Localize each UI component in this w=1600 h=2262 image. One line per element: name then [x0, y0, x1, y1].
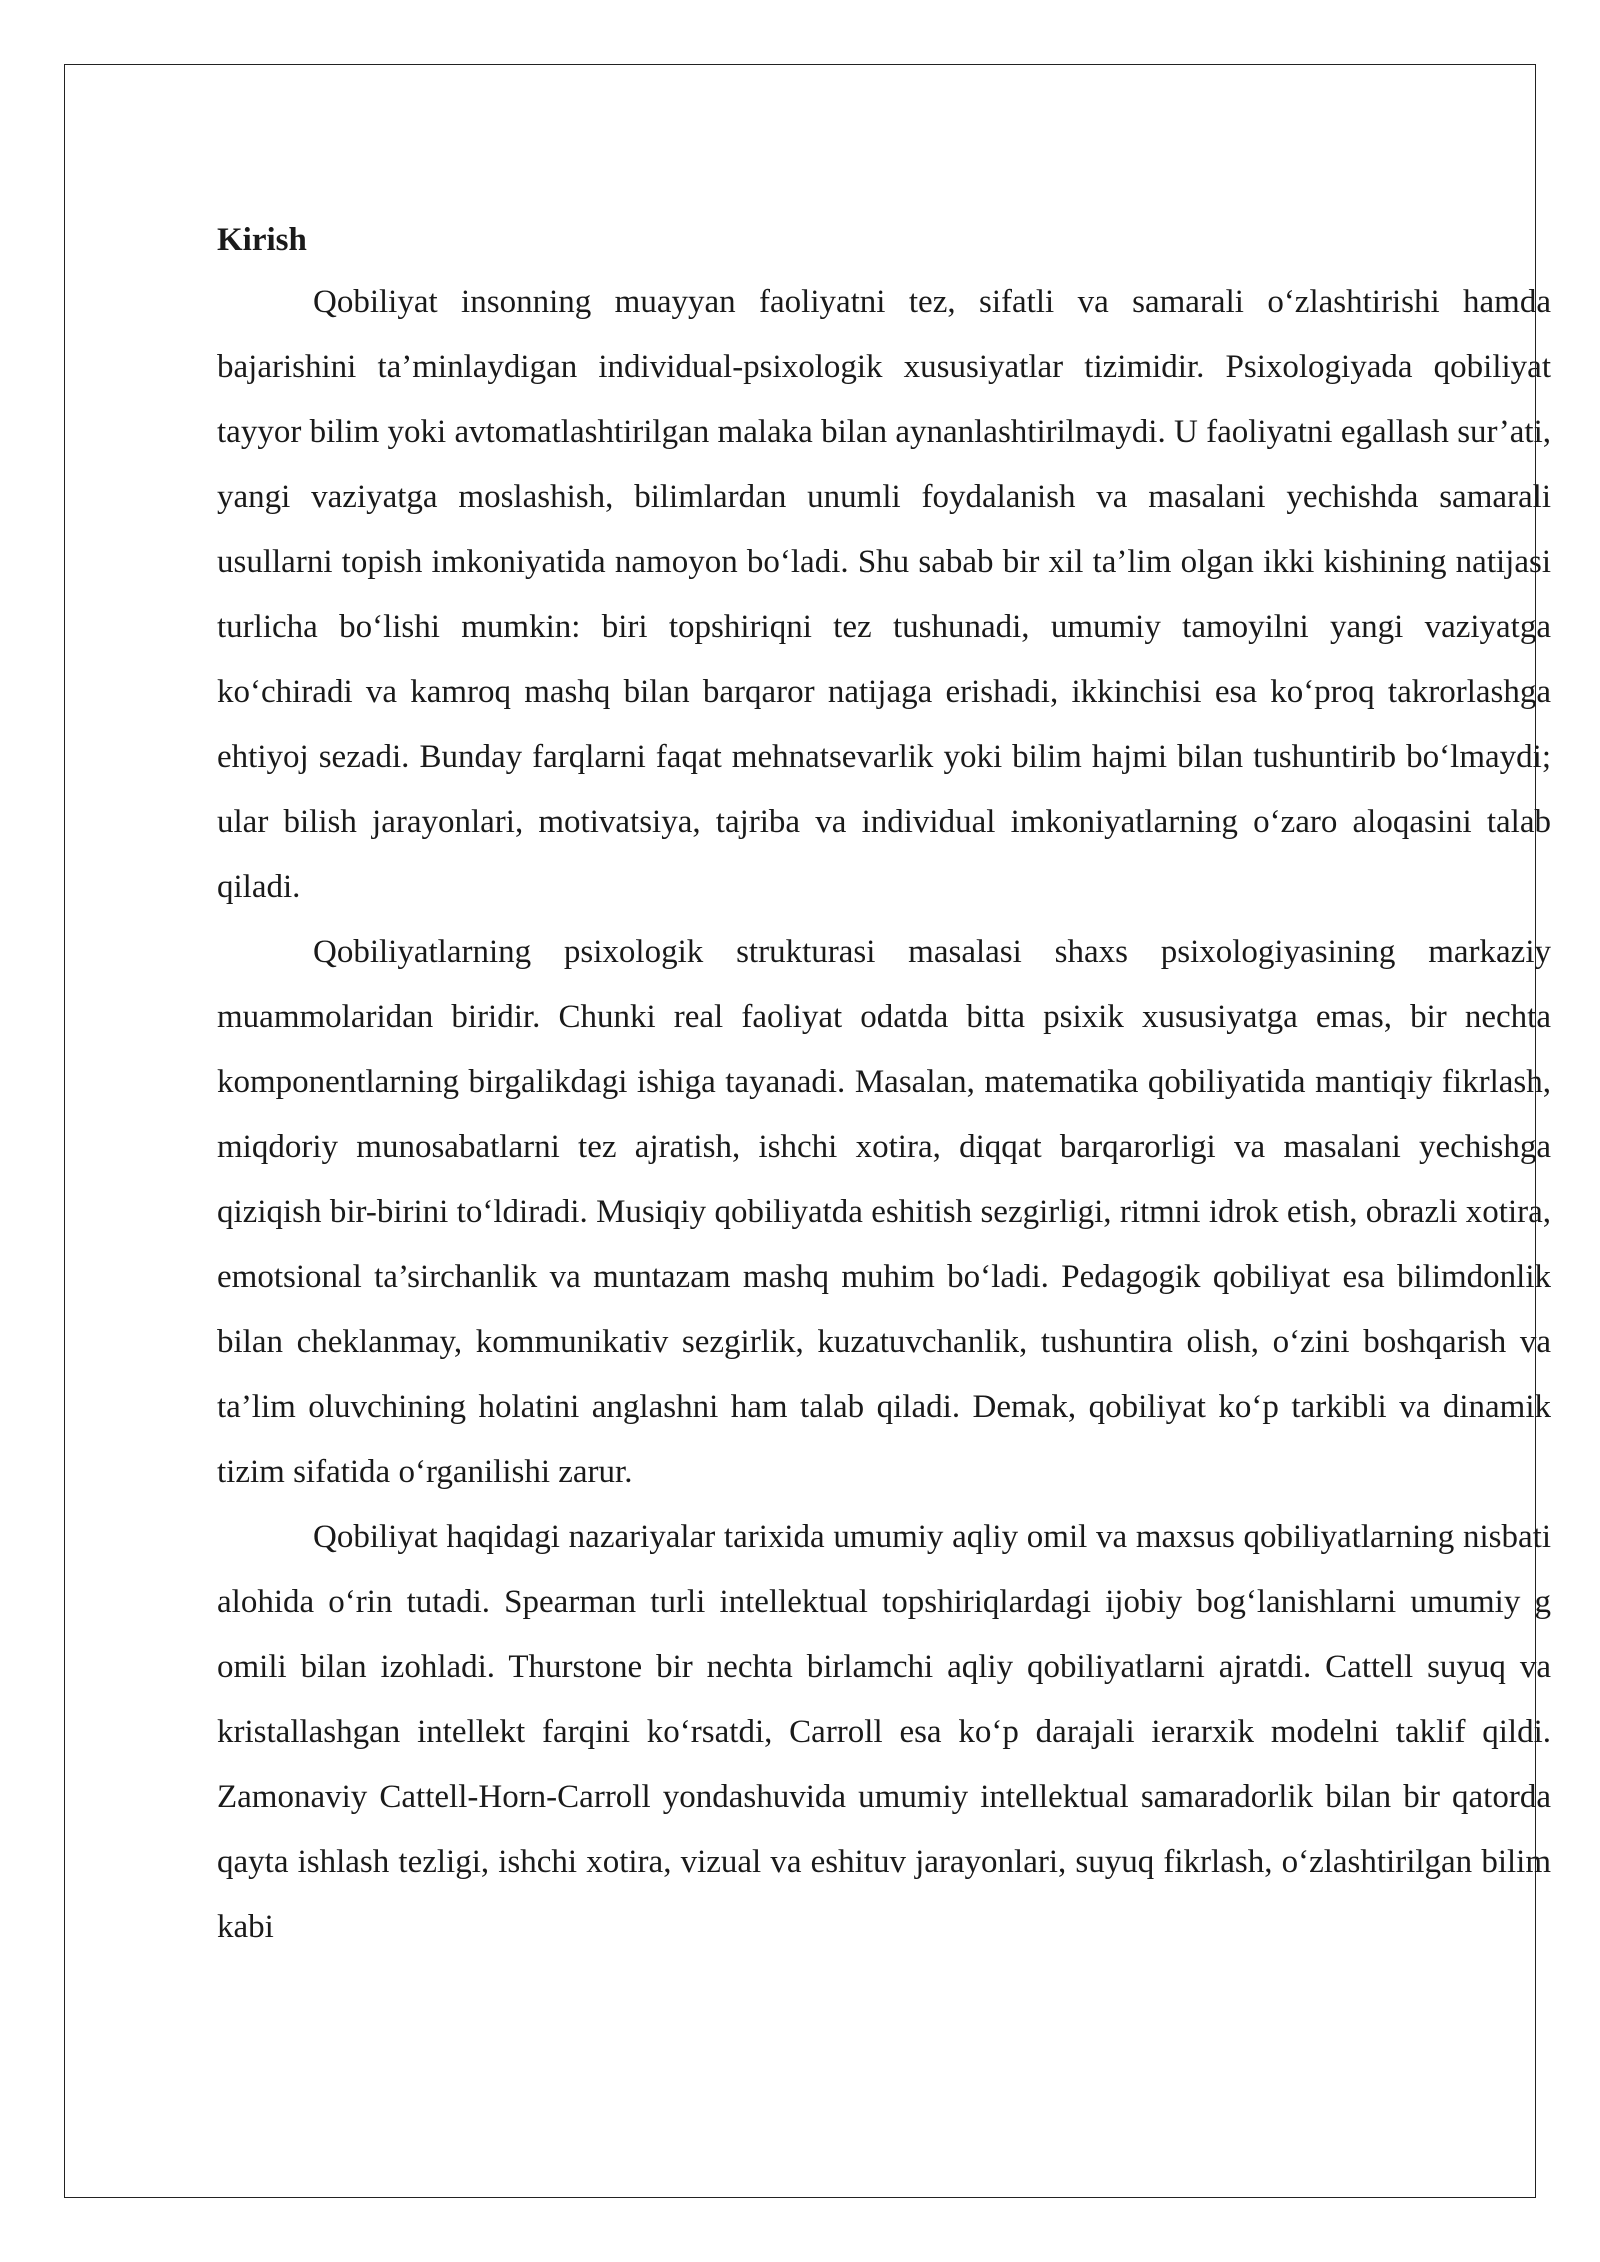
paragraph-1: Qobiliyat insonning muayyan faoliyatni tez, sifatli va samarali o‘zlashtirishi hamda bajarishini ta’minlaydigan individual-psixologik xususiyatlar tizimidir. Psixologiyada qobiliyat tayyor bilim yoki avtomatlashtirilgan malaka bilan aynanlashtirilmaydi. U faoliyatni egallash sur’ati, yangi vaziyatga moslashish, bilimlardan unumli foydalanish va masalani yechishda samarali usullarni topish imkoniyatida namoyon bo‘ladi. Shu sabab bir xil ta’lim olgan ikki kishining natijasi turlicha bo‘lishi mumkin: biri topshiriqni tez tushunadi, umumiy tamoyilni yangi vaziyatga ko‘chiradi va kamroq mashq bilan barqaror natijaga erishadi, ikkinchisi esa ko‘proq takrorlashga ehtiyoj sezadi. Bunday farqlarni faqat mehnatsevarlik yoki bilim hajmi bilan tushuntirib bo‘lmaydi; ular bilish jarayonlari, motivatsiya, tajriba va individual imkoniyatlarning o‘zaro aloqasini talab qiladi. — [217, 284, 1551, 905]
document-page — [64, 64, 1551, 2198]
section-heading: Kirish — [217, 222, 307, 258]
paragraph-2: Qobiliyatlarning psixologik strukturasi masalasi shaxs psixologiyasining markaziy muammolaridan biridir. Chunki real faoliyat odatda bitta psixik xususiyatga emas, bir nechta komponentlarning birgalikdagi ishiga tayanadi. Masalan, matematika qobiliyatida mantiqiy fikrlash, miqdoriy munosabatlarni tez ajratish, ishchi xotira, diqqat barqarorligi va masalani yechishga qiziqish bir-birini to‘ldiradi. Musiqiy qobiliyatda eshitish sezgirligi, ritmni idrok etish, obrazli xotira, emotsional ta’sirchanlik va muntazam mashq muhim bo‘ladi. Pedagogik qobiliyat esa bilimdonlik bilan cheklanmay, kommunikativ sezgirlik, kuzatuvchanlik, tushuntira olish, o‘zini boshqarish va ta’lim oluvchining holatini anglashni ham talab qiladi. Demak, qobiliyat ko‘p tarkibli va dinamik tizim sifatida o‘rganilishi zarur. — [217, 934, 1551, 1490]
paragraph-3: Qobiliyat haqidagi nazariyalar tarixida umumiy aqliy omil va maxsus qobiliyatlarning nisbati alohida o‘rin tutadi. Spearman turli intellektual topshiriqlardagi ijobiy bog‘lanishlarni umumiy g omili bilan izohladi. Thurstone bir nechta birlamchi aqliy qobiliyatlarni ajratdi. Cattell suyuq va kristallashgan intellekt farqini ko‘rsatdi, Carroll esa ko‘p darajali ierarxik modelni taklif qildi. Zamonaviy Cattell-Horn-Carroll yondashuvida umumiy intellektual samaradorlik bilan bir qatorda qayta ishlash tezligi, ishchi xotira, vizual va eshituv jarayonlari, suyuq fikrlash, o‘zlashtirilgan bilim kabi — [217, 1519, 1551, 1945]
document-body — [217, 210, 1551, 1960]
